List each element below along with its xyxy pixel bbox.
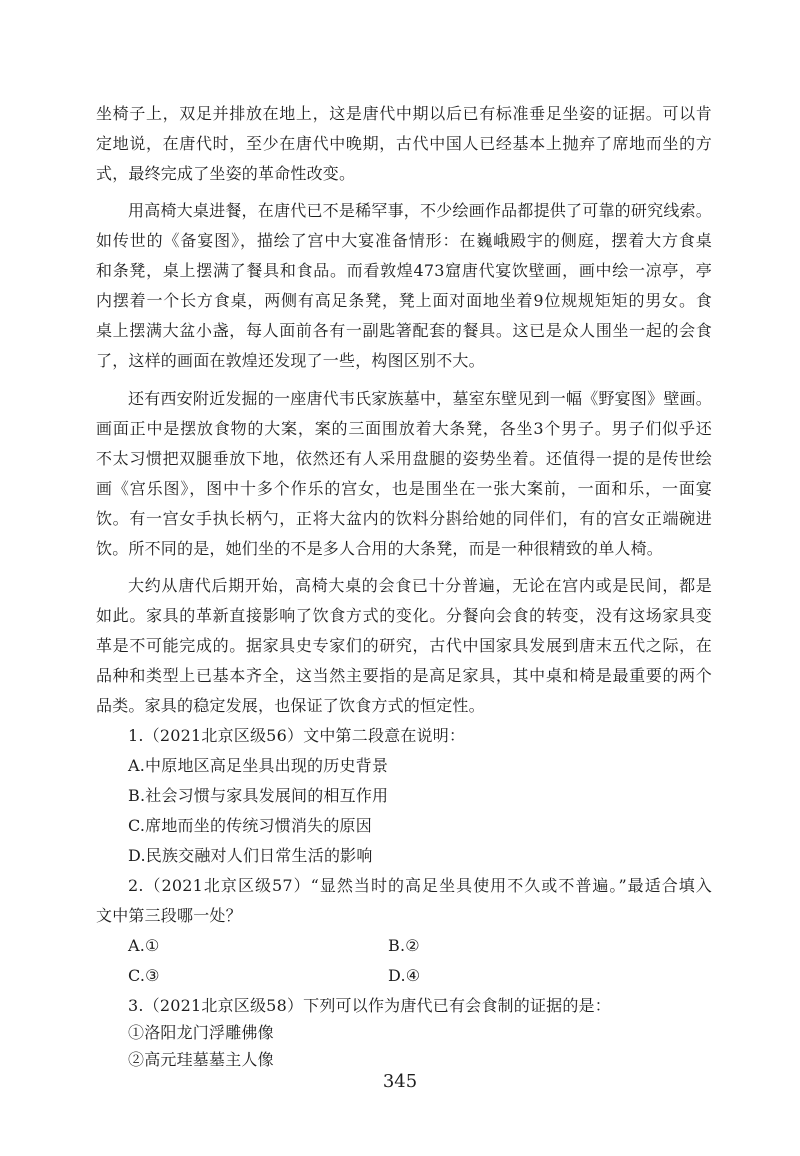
question-2-option-d: D.④ bbox=[388, 966, 421, 985]
paragraph-line: 不太习惯把双腿垂放下地，依然还有人采用盘腿的姿势坐着。还值得一提的是传世绘 bbox=[96, 449, 712, 468]
paragraph-line: 定地说，在唐代时，至少在唐代中晚期，古代中国人已经基本上抛弃了席地而坐的方 bbox=[96, 134, 712, 153]
question-3-stem: 3.（2021北京区级58）下列可以作为唐代已有会食制的证据的是： bbox=[128, 996, 611, 1015]
paragraph-line: 式，最终完成了坐姿的革命性改变。 bbox=[96, 164, 356, 183]
paragraph-line: 了，这样的画面在敦煌还发现了一些，构图区别不大。 bbox=[96, 351, 485, 370]
question-1-option-a: A.中原地区高足坐具出现的历史背景 bbox=[128, 756, 389, 775]
question-3-item-1: ①洛阳龙门浮雕佛像 bbox=[128, 1023, 274, 1042]
paragraph-line: 饮。所不同的是，她们坐的不是多人合用的大条凳，而是一种很精致的单人椅。 bbox=[96, 539, 664, 558]
question-1-option-c: C.席地而坐的传统习惯消失的原因 bbox=[128, 816, 372, 835]
paragraph-line: 品类。家具的稳定发展，也保证了饮食方式的恒定性。 bbox=[96, 696, 485, 715]
paragraph-line: 大约从唐代后期开始，高椅大桌的会食已十分普遍，无论在宫内或是民间，都是 bbox=[128, 576, 712, 595]
paragraph-line: 还有西安附近发掘的一座唐代韦氏家族墓中，墓室东壁见到一幅《野宴图》壁画。 bbox=[128, 389, 712, 408]
page-number: 345 bbox=[382, 1071, 418, 1092]
paragraph-line: 如此。家具的革新直接影响了饮食方式的变化。分餐向会食的转变，没有这场家具变 bbox=[96, 606, 712, 625]
question-1-option-d: D.民族交融对人们日常生活的影响 bbox=[128, 846, 373, 865]
paragraph-line: 和条凳，桌上摆满了餐具和食品。而看敦煌473窟唐代宴饮壁画，画中绘一凉亭，亭 bbox=[96, 261, 712, 280]
paragraph-line: 革是不可能完成的。据家具史专家们的研究，古代中国家具发展到唐末五代之际，在 bbox=[96, 636, 712, 655]
question-1-stem: 1.（2021北京区级56）文中第二段意在说明： bbox=[128, 726, 466, 745]
question-3-item-2: ②高元珪墓墓主人像 bbox=[128, 1050, 274, 1069]
paragraph-line: 画面正中是摆放食物的大案，案的三面围放着大条凳，各坐3个男子。男子们似乎还 bbox=[96, 419, 712, 438]
question-2-stem: 2.（2021北京区级57）“显然当时的高足坐具使用不久或不普遍。”最适合填入 bbox=[128, 876, 712, 895]
question-2-option-c: C.③ bbox=[128, 966, 160, 985]
paragraph-line: 用高椅大桌进餐，在唐代已不是稀罕事，不少绘画作品都提供了可靠的研究线索。 bbox=[128, 201, 712, 220]
question-2-option-a: A.① bbox=[128, 936, 160, 955]
paragraph-line: 桌上摆满大盆小盏，每人面前各有一副匙箸配套的餐具。这已是众人围坐一起的会食 bbox=[96, 321, 712, 340]
paragraph-line: 饮。有一宫女手执长柄勺，正将大盆内的饮料分斟给她的同伴们，有的宫女正端碗进 bbox=[96, 509, 712, 528]
paragraph-line: 坐椅子上，双足并排放在地上，这是唐代中期以后已有标准垂足坐姿的证据。可以肯 bbox=[96, 104, 712, 123]
question-2-option-b: B.② bbox=[388, 936, 420, 955]
question-1-option-b: B.社会习惯与家具发展间的相互作用 bbox=[128, 786, 389, 805]
question-2-stem-continued: 文中第三段哪一处？ bbox=[96, 906, 242, 925]
paragraph-line: 品种和类型上已基本齐全，这当然主要指的是高足家具，其中桌和椅是最重要的两个 bbox=[96, 666, 712, 685]
paragraph-line: 画《宫乐图》，图中十多个作乐的宫女，也是围坐在一张大案前，一面和乐，一面宴 bbox=[96, 479, 712, 498]
paragraph-line: 内摆着一个长方食桌，两侧有高足条凳，凳上面对面地坐着9位规规矩矩的男女。食 bbox=[96, 291, 712, 310]
paragraph-line: 如传世的《备宴图》，描绘了宫中大宴准备情形：在巍峨殿宇的侧庭，摆着大方食桌 bbox=[96, 231, 712, 250]
